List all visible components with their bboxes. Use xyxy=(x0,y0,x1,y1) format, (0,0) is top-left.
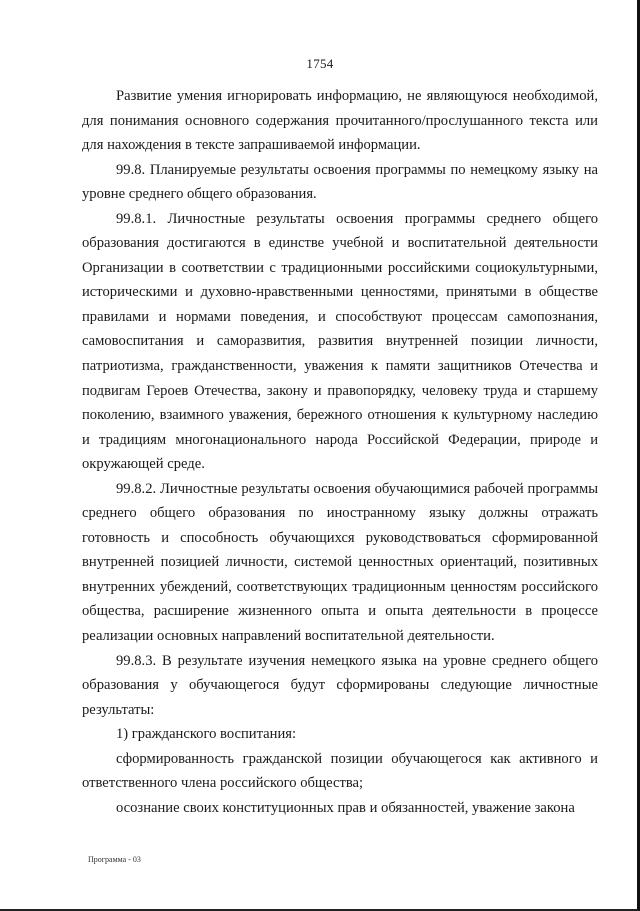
page-number: 1754 xyxy=(306,56,334,71)
paragraph-civic-position: сформированность гражданской позиции обучающегося как активного и ответственного члена российского общества; xyxy=(82,750,598,792)
paragraph-section-99-8-1: 99.8.1. Личностные результаты освоения программы среднего общего образования достигаются в единстве учебной и воспитательной деятельности Организации в соответствии с традиционными российскими социокультурными, историческими и духовно-нравственными ценностями, принятыми в обществе правилами и нормами поведения, и способствуют процессам самопознания, самовоспитания и саморазвития, развития внутренней позиции личности, патриотизма, гражданственности, уважения к памяти защитников Отечества и подвигам Героев Отечества, закону и правопорядку, человеку труда и старшему поколению, взаимного уважения, бережного отношения к культурному наследию и традициям многонационального народа Российской Федерации, природе и окружающей среде. xyxy=(82,210,598,473)
page-footer: Программа - 03 xyxy=(88,855,141,864)
paragraph-civic-education-heading: 1) гражданского воспитания: xyxy=(116,726,297,743)
paragraph-section-99-8: 99.8. Планируемые результаты освоения программы по немецкому языку на уровне среднего общего образования. xyxy=(82,161,598,203)
paragraph-section-99-8-3: 99.8.3. В результате изучения немецкого языка на уровне среднего общего образования у обучающегося будут сформированы следующие личностные результаты: xyxy=(82,652,598,718)
document-body xyxy=(82,84,598,820)
paragraph-skill-ignore-info: Развитие умения игнорировать информацию, не являющуюся необходимой, для понимания основного содержания прочитанного/прослушанного текста или для нахождения в тексте запрашиваемой информации. xyxy=(82,88,598,154)
paragraph-section-99-8-2: 99.8.2. Личностные результаты освоения обучающимися рабочей программы среднего общего образования по иностранному языку должны отражать готовность и способность обучающихся руководствоваться сформированной внутренней позицией личности, системой ценностных ориентаций, позитивных внутренних убеждений, соответствующих традиционным ценностям российского общества, расширение жизненного опыта и опыта деятельности в процессе реализации основных направлений воспитательной деятельности. xyxy=(82,480,598,645)
paragraph-constitutional-rights: осознание своих конституционных прав и обязанностей, уважение закона xyxy=(116,799,575,816)
